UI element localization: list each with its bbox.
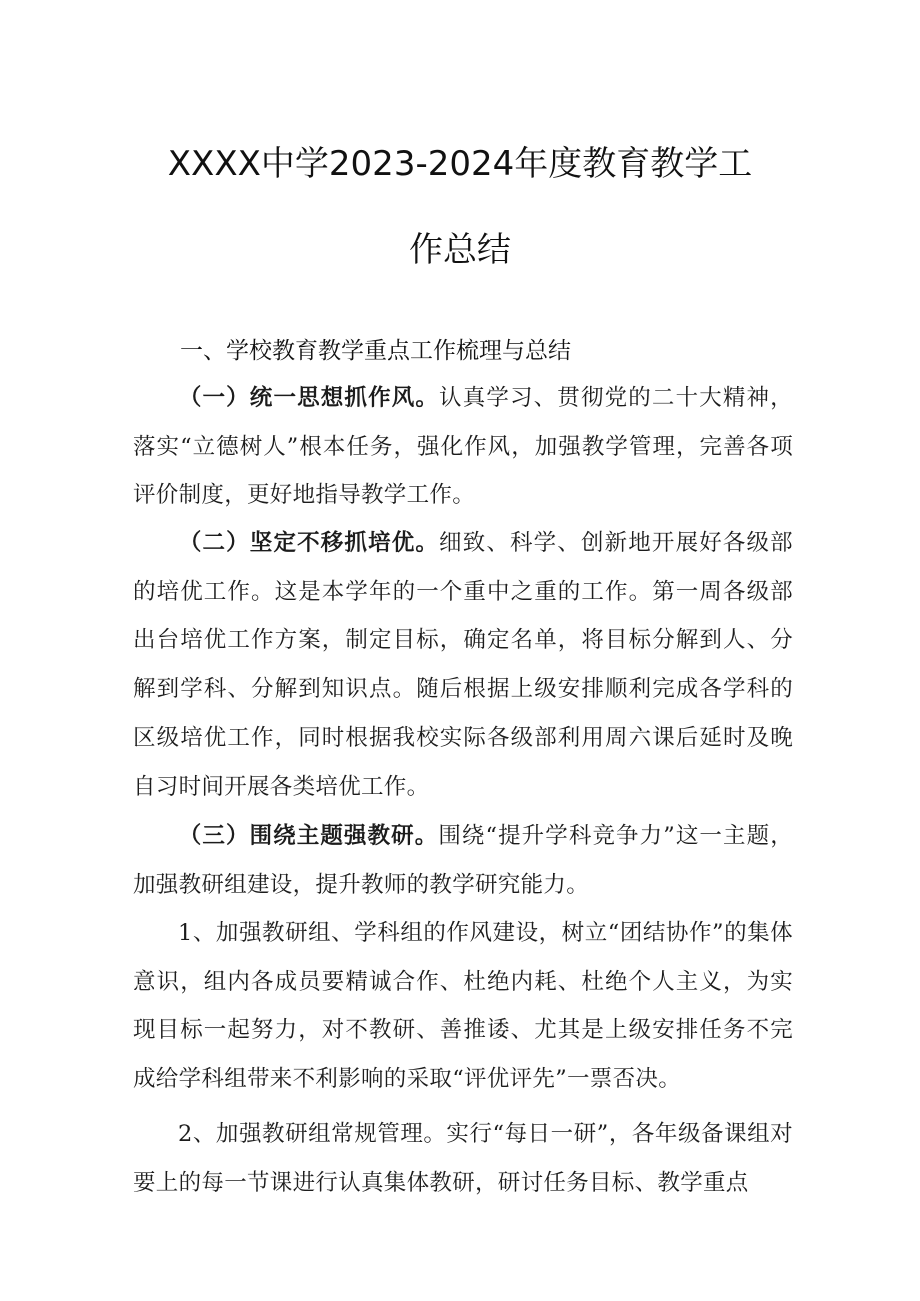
- paragraph-excellence-training: [133, 519, 793, 811]
- section-1-heading: 一、学校教育教学重点工作梳理与总结: [180, 338, 571, 364]
- paragraph-unify-thinking: [133, 374, 793, 520]
- paragraph-2-text: 细致、科学、创新地开展好各级部的培优工作。这是本学年的一个重中之重的工作。第一周各级部出台培优工作方案，制定目标，确定名单，将目标分解到人、分解到学科、分解到知识点。随后根据上级安排顺利完成各学科的区级培优工作，同时根据我校实际各级部利用周六课后延时及晚自习时间开展各类培优工作。: [133, 530, 793, 800]
- list-item-1-text: 1、加强教研组、学科组的作风建设，树立“团结协作”的集体意识，组内各成员要精诚合作、杜绝内耗、杜绝个人主义，为实现目标一起努力，对不教研、善推诿、尤其是上级安排任务不完成给学科组带来不利影响的采取“评优评先”一票否决。: [133, 920, 793, 1093]
- document-title-line-1: XXXX中学2023-2024年度教育教学工: [167, 144, 753, 184]
- subheading-1: （一）统一思想抓作风。: [178, 385, 440, 411]
- subheading-3: （三）围绕主题强教研。: [178, 823, 439, 849]
- paragraph-teaching-research: [133, 812, 793, 909]
- document-title-line-2: 作总结: [409, 230, 511, 270]
- list-item-2-text: 2、加强教研组常规管理。实行“每日一研”，各年级备课组对要上的每一节课进行认真集体教研，研讨任务目标、教学重点: [133, 1121, 793, 1196]
- list-item-1: [133, 909, 793, 1104]
- paragraph-3-text: 围绕“提升学科竞争力”这一主题，加强教研组建设，提升教师的教学研究能力。: [133, 823, 793, 898]
- paragraph-1-text: 认真学习、贯彻党的二十大精神，落实“立德树人”根本任务，强化作风，加强教学管理，完善各项评价制度，更好地指导教学工作。: [133, 385, 793, 509]
- list-item-2: [133, 1110, 793, 1207]
- subheading-2: （二）坚定不移抓培优。: [178, 530, 440, 556]
